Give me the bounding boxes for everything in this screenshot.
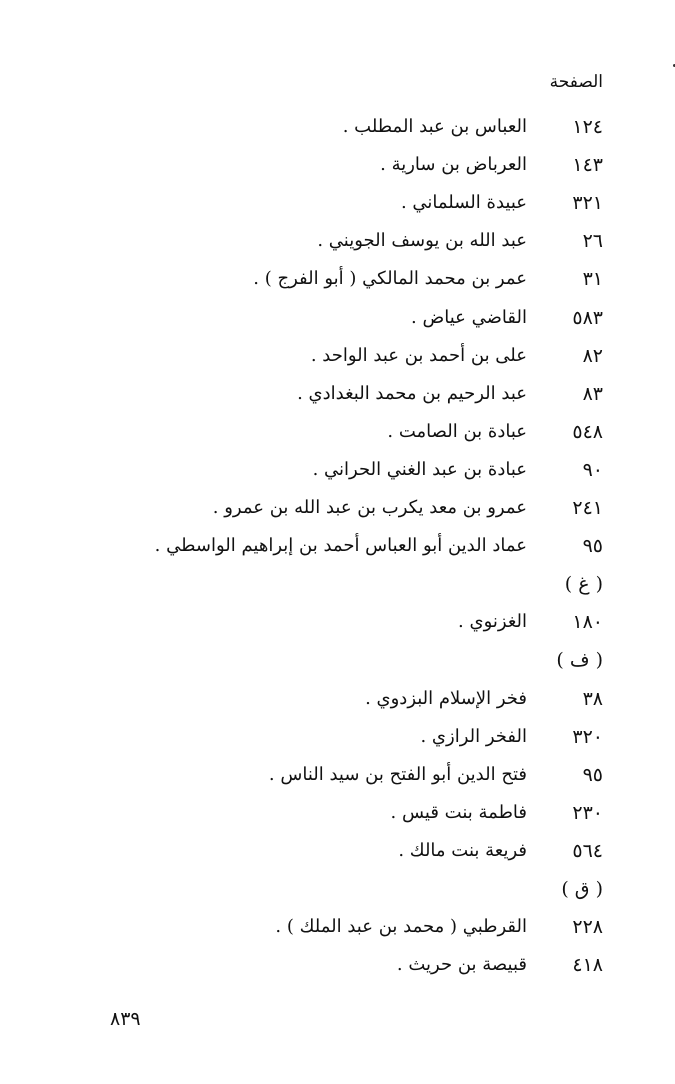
index-entry <box>0 910 675 948</box>
index-entry <box>0 377 675 415</box>
entry-page-number: ٩٥ <box>582 763 603 786</box>
page-column-header: الصفحة <box>549 72 603 92</box>
entry-name: عبادة بن عبد الغني الحراني . <box>312 458 527 480</box>
section-heading <box>0 567 675 605</box>
index-entry <box>0 834 675 872</box>
entry-page-number: ٣٨ <box>582 687 603 710</box>
index-entry <box>0 415 675 453</box>
index-entry <box>0 605 675 643</box>
index-entry <box>0 453 675 491</box>
entry-page-number: ١٨٠ <box>572 611 603 634</box>
entry-page-number: ٢٦ <box>582 230 603 253</box>
entry-name: فاطمة بنت قيس . <box>390 801 527 823</box>
section-heading <box>0 872 675 910</box>
entry-name: فتح الدين أبو الفتح بن سيد الناس . <box>268 763 527 785</box>
entry-page-number: ١٤٣ <box>572 154 603 177</box>
entry-page-number: ٥٦٤ <box>572 839 603 862</box>
entry-name: على بن أحمد بن عبد الواحد . <box>310 344 527 366</box>
index-entry <box>0 796 675 834</box>
entry-name: الغزنوي . <box>458 611 527 633</box>
index-entry <box>0 682 675 720</box>
index-entry <box>0 339 675 377</box>
entry-name: عمرو بن معد يكرب بن عبد الله بن عمرو . <box>212 497 527 518</box>
section-heading <box>0 643 675 681</box>
index-entry <box>0 720 675 758</box>
entry-name: عماد الدين أبو العباس أحمد بن إبراهيم الواسطي . <box>154 535 527 557</box>
entry-page-number: ٨٢ <box>582 344 603 367</box>
entry-page-number: ٢٣٠ <box>572 801 603 824</box>
index-entry <box>0 491 675 529</box>
index-entry <box>0 948 675 986</box>
entry-name: الفخر الرازي . <box>420 725 527 747</box>
entry-page-number: ٩٥ <box>582 535 603 558</box>
entry-name: عبد الله بن يوسف الجويني . <box>317 230 527 252</box>
entry-page-number: ٣١ <box>582 268 603 291</box>
entry-page-number: ٨٣ <box>582 382 603 405</box>
entry-page-number: ٣٢١ <box>572 192 603 215</box>
entry-name: فخر الإسلام البزدوي . <box>365 687 527 709</box>
entry-page-number: ٥٨٣ <box>572 306 603 329</box>
entry-name: قبيصة بن حريث . <box>396 954 527 976</box>
section-letter: ( ف ) <box>556 649 603 672</box>
entry-page-number: ٤١٨ <box>572 954 603 977</box>
entry-name: عبيدة السلماني . <box>400 192 527 214</box>
entry-name: العباس بن عبد المطلب . <box>342 116 527 137</box>
index-entry <box>0 110 675 148</box>
index-entry <box>0 224 675 262</box>
entry-name: العرباض بن سارية . <box>380 154 527 176</box>
entry-name: القاضي عياض . <box>411 306 527 328</box>
entry-page-number: ٢٤١ <box>572 497 603 519</box>
entry-name: عبادة بن الصامت . <box>387 420 527 442</box>
index-entry <box>0 301 675 339</box>
entry-page-number: ٩٠ <box>582 458 603 481</box>
entry-name: القرطبي ( محمد بن عبد الملك ) . <box>275 916 527 938</box>
entry-page-number: ٥٤٨ <box>572 420 603 443</box>
page-number: ٨٣٩ <box>110 1008 141 1030</box>
index-entry <box>0 148 675 186</box>
index-entry <box>0 262 675 300</box>
entry-page-number: ١٢٤ <box>572 116 603 138</box>
section-letter: ( غ ) <box>564 573 603 596</box>
entry-name: عبد الرحيم بن محمد البغدادي . <box>297 382 527 404</box>
entry-page-number: ٢٢٨ <box>572 916 603 939</box>
entry-name: فريعة بنت مالك . <box>398 839 527 861</box>
entry-name: عمر بن محمد المالكي ( أبو الفرج ) . <box>253 268 527 290</box>
index-entry <box>0 529 675 567</box>
entry-page-number: ٣٢٠ <box>572 725 603 748</box>
section-letter: ( ق ) <box>561 878 603 900</box>
index-entry <box>0 186 675 224</box>
index-entry <box>0 758 675 796</box>
